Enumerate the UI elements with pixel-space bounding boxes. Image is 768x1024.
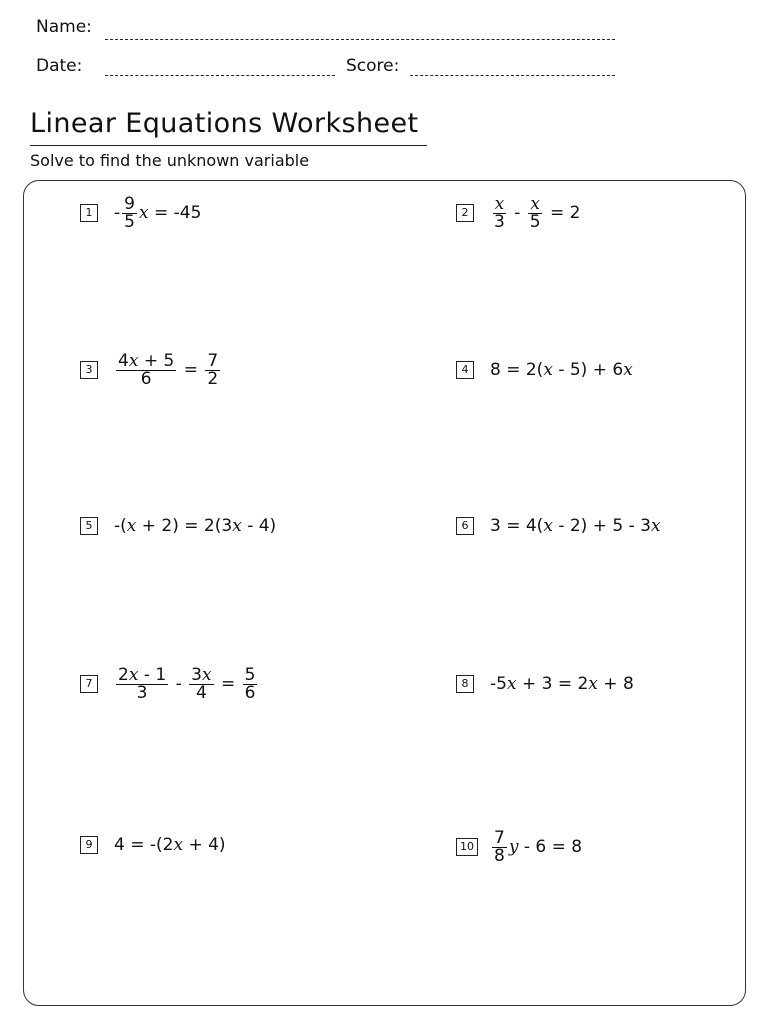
problem-10 [456, 822, 582, 872]
equation: $\frac{2x - 1}{3}$ - $\frac{3x}{4}$ = $\frac{5}{6}$ [118, 664, 256, 703]
equation: 8 = 2( x - 5) + 6 x [490, 360, 633, 380]
problem-2 [456, 188, 580, 238]
problem-number: 2 [456, 204, 474, 222]
equation: 3 = 4( x - 2) + 5 - 3 x [490, 516, 661, 536]
problem-3 [80, 345, 222, 395]
problem-number: 5 [80, 517, 98, 535]
problem-number: 8 [456, 675, 474, 693]
problem-8 [456, 659, 634, 709]
problem-number: 4 [456, 361, 474, 379]
problem-number: 9 [80, 836, 98, 854]
score-field[interactable] [410, 75, 615, 76]
score-label: Score: [346, 56, 400, 76]
equation: - $\frac{9}{5}$ x = -45 [114, 193, 202, 232]
equation: -5 x + 3 = 2 x + 8 [490, 674, 634, 694]
problem-number: 10 [456, 838, 478, 856]
problem-4 [456, 345, 633, 395]
date-label: Date: [36, 56, 83, 76]
equation: $\frac{x}{3}$ - $\frac{x}{5}$ = 2 [494, 193, 581, 232]
equation: $\frac{4x + 5}{6}$ = $\frac{7}{2}$ [118, 350, 219, 389]
problem-9 [80, 820, 226, 870]
equation: $\frac{7}{8}$ y - 6 = 8 [494, 827, 583, 866]
problem-number: 1 [80, 204, 98, 222]
problem-number: 6 [456, 517, 474, 535]
name-label: Name: [36, 17, 92, 37]
problem-number: 3 [80, 361, 98, 379]
instructions-text: Solve to find the unknown variable [30, 151, 310, 170]
equation: -( x + 2) = 2(3 x - 4) [114, 516, 277, 536]
problem-7 [80, 659, 259, 709]
equation: 4 = -(2 x + 4) [114, 835, 226, 855]
name-field[interactable] [105, 39, 615, 40]
problem-6 [456, 501, 661, 551]
problem-5 [80, 501, 276, 551]
problem-number: 7 [80, 675, 98, 693]
date-field[interactable] [105, 75, 335, 76]
problem-panel [23, 180, 746, 1006]
problem-1 [80, 188, 201, 238]
title-underline [30, 145, 427, 146]
worksheet-title: Linear Equations Worksheet [30, 108, 419, 139]
